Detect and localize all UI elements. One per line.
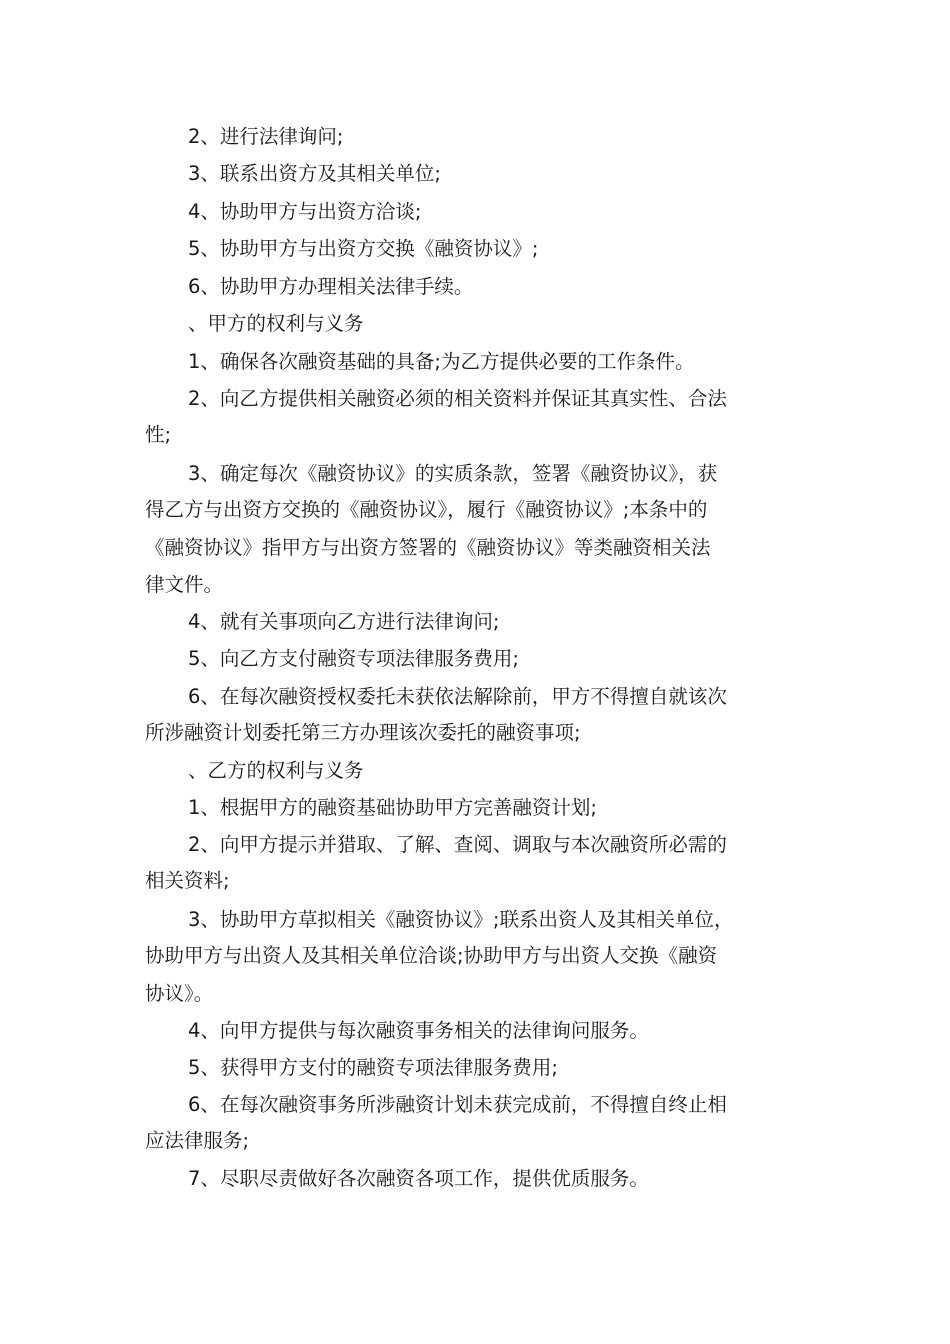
text-line: 6、协助甲方办理相关法律手续。 [188,275,474,298]
text-line: 协助甲方与出资人及其相关单位洽谈;协助甲方与出资人交换《融资 [145,944,718,967]
text-line: 5、向乙方支付融资专项法律服务费用; [188,647,519,670]
text-line: 3、联系出资方及其相关单位; [188,162,441,185]
text-line: 1、根据甲方的融资基础协助甲方完善融资计划; [188,796,597,819]
text-line: 2、向甲方提示并猎取、了解、查阅、调取与本次融资所必需的 [188,833,727,856]
text-line: 5、获得甲方支付的融资专项法律服务费用; [188,1056,558,1079]
text-line: 协议》。 [145,982,214,1005]
text-line: 1、确保各次融资基础的具备;为乙方提供必要的工作条件。 [188,350,695,373]
text-line: 6、在每次融资事务所涉融资计划未获完成前，不得擅自终止相 [188,1093,727,1116]
section-heading: 、甲方的权利与义务 [188,312,364,335]
text-line: 2、向乙方提供相关融资必须的相关资料并保证其真实性、合法 [188,387,727,410]
text-line: 相关资料; [145,869,230,892]
text-line: 6、在每次融资授权委托未获依法解除前，甲方不得擅自就该次 [188,685,727,708]
text-line: 5、协助甲方与出资方交换《融资协议》; [188,237,539,260]
text-line: 应法律服务; [145,1129,250,1152]
text-line: 3、协助甲方草拟相关《融资协议》;联系出资人及其相关单位， [188,908,734,931]
section-heading: 、乙方的权利与义务 [188,759,364,782]
text-line: 7、尽职尽责做好各次融资各项工作，提供优质服务。 [188,1167,649,1190]
text-line: 2、进行法律询问; [188,125,344,148]
text-line: 《融资协议》指甲方与出资方签署的《融资协议》等类融资相关法 [145,536,711,559]
text-line: 4、协助甲方与出资方洽谈; [188,200,422,223]
text-line: 4、向甲方提供与每次融资事务相关的法律询问服务。 [188,1019,649,1042]
text-line: 律文件。 [145,573,224,596]
text-line: 4、就有关事项向乙方进行法律询问; [188,610,500,633]
text-line: 3、确定每次《融资协议》的实质条款，签署《融资协议》，获 [188,462,718,485]
text-line: 性; [145,423,172,446]
text-line: 所涉融资计划委托第三方办理该次委托的融资事项; [145,721,581,744]
text-line: 得乙方与出资方交换的《融资协议》，履行《融资协议》;本条中的 [145,498,708,521]
